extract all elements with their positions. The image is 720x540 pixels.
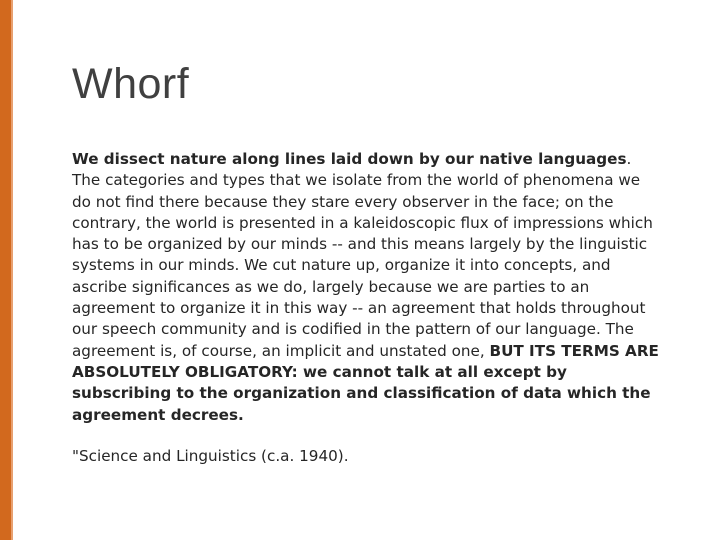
quote-middle: . The categories and types that we isolate from the world of phenomena we do not find there because they stare every observer in the face; on the contrary, the world is presented in a kaleidoscopic flux of impressions which has to be organized by our minds -- and this means largely by the linguistic systems in our minds. We cut nature up, organize it into concepts, and ascribe significances as we do, largely because we are parties to an agreement to organize it in this way -- an agreement that holds throughout our speech community and is codified in the pattern of our language. The agreement is, of course, an implicit and unstated one, — [72, 150, 653, 360]
quote-bold-lead: We dissect nature along lines laid down by our native languages — [72, 150, 627, 168]
accent-bar — [0, 0, 11, 540]
quote-paragraph — [72, 149, 662, 426]
slide-title: Whorf — [72, 60, 190, 108]
quote-bold-tail: BUT ITS TERMS ARE ABSOLUTELY OBLIGATORY: we cannot talk at all except by subscribing to the organization and classification of data which the agreement decrees. — [72, 341, 659, 424]
citation: "Science and Linguistics (c.a. 1940). — [72, 447, 349, 465]
accent-bar-edge — [11, 0, 13, 540]
